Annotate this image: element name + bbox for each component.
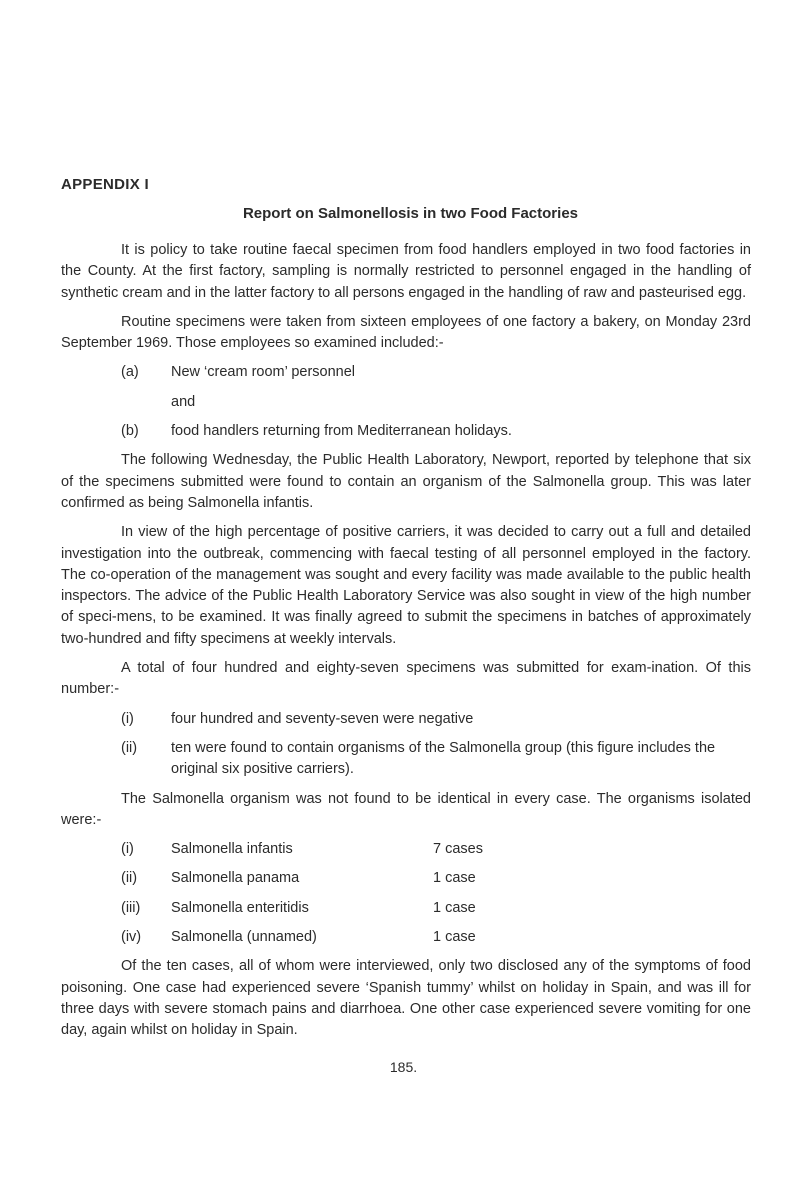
paragraph-symptoms: Of the ten cases, all of whom were interviewed, only two disclosed any of the symptoms of food poisoning. One case had experienced severe ‘Spanish tummy’ whilst on holiday in Spain, and was ill for three days with severe stomach pains and diarrhoea. One other case experienced severe vomiting for one day, again whilst on holiday in Spain. [61,958,751,1039]
report-title: Report on Salmonellosis in two Food Factories [242,205,579,222]
list-item [121,362,751,383]
table-row [121,868,751,889]
list-conjunction: and [171,393,196,410]
list-item-label: (a) [121,364,139,381]
organism-name: Salmonella (unnamed) [171,929,317,946]
list-item-text: four hundred and seventy-seven were negative [171,710,474,727]
paragraph-organisms-intro: The Salmonella organism was not found to be identical in every case. The organisms isolated were:- [61,790,751,828]
organisms-table [61,839,751,948]
organism-label: (i) [121,841,134,858]
list-item [121,738,751,781]
report-body [61,240,751,1050]
organism-label: (iii) [121,899,141,916]
list-item-text: ten were found to contain organisms of the Salmonella group (this figure includes the original six positive carriers). [171,739,716,778]
organism-name: Salmonella enteritidis [171,899,309,916]
paragraph-investigation: In view of the high percentage of positive carriers, it was decided to carry out a full and detailed investigation into the outbreak, commencing with faecal testing of all personnel employed in the factory. The co-operation of the management was sought and every facility was made available to the public health inspectors. The advice of the Public Health Laboratory Service was also sought in view of the high number of speci-mens, to be examined. It was finally agreed to submit the specimens in batches of approximately two-hundred and fifty specimens at weekly intervals. [61,524,751,647]
paragraph-total-specimens: A total of four hundred and eighty-seven specimens was submitted for exam-ination. Of this number:- [61,660,751,698]
table-row [121,839,751,860]
appendix-label: APPENDIX I [61,176,150,193]
list-item-label: (b) [121,423,139,440]
list-item [121,709,751,730]
organism-count: 1 case [433,870,476,887]
organism-name: Salmonella infantis [171,841,293,858]
paragraph-laboratory-report: The following Wednesday, the Public Health Laboratory, Newport, reported by telephone that six of the specimens submitted were found to contain an organism of the Salmonella group. This was later confirmed as being Salmonella infantis. [61,452,751,511]
list-employees [61,362,751,442]
organism-count: 1 case [433,929,476,946]
organism-label: (ii) [121,870,138,887]
list-item-text: food handlers returning from Mediterranean holidays. [171,423,512,440]
organism-label: (iv) [121,929,142,946]
list-item [121,421,751,442]
table-row [121,898,751,919]
organism-name: Salmonella panama [171,870,300,887]
organism-count: 1 case [433,899,476,916]
list-results [61,709,751,781]
page-number: 185. [389,1059,418,1075]
list-item-text: New ‘cream room’ personnel [171,364,356,381]
organism-count: 7 cases [433,841,483,858]
paragraph-routine-specimens: Routine specimens were taken from sixteen employees of one factory a bakery, on Monday 23rd September 1969. Those employees so examined included:- [61,313,751,352]
list-conjunction-row [121,392,751,413]
list-item-label: (ii) [121,739,138,756]
paragraph-policy: It is policy to take routine faecal specimen from food handlers employed in two food factories in the County. At the first factory, sampling is normally restricted to personnel engaged in the handling of synthetic cream and in the latter factory to all persons engaged in the handling of raw and pasteurised egg. [61,242,751,301]
list-item-label: (i) [121,710,134,727]
table-row [121,927,751,948]
